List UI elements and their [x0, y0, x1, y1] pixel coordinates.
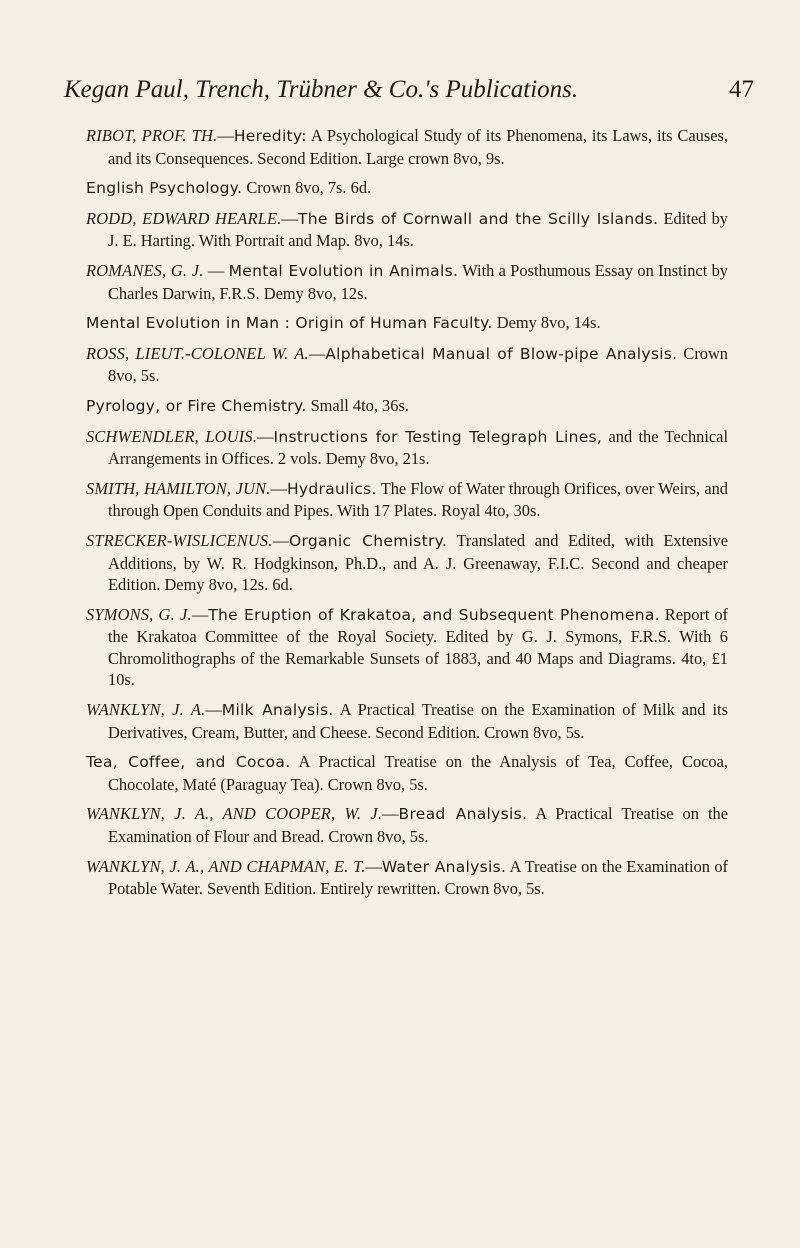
entry-text: A Practical Treatise on the Analysis of Tea, Coffee, Cocoa, Chocolate, Maté (Paraguay Tea). Crown 8vo, 5s.: [108, 752, 728, 794]
entry-separator: —: [281, 208, 298, 228]
catalogue-entry: [86, 604, 728, 691]
entry-separator: —: [217, 126, 234, 145]
entry-text: A Practical Treatise on the Examination of Flour and Bread. Crown 8vo, 5s.: [108, 804, 728, 847]
catalogue-entry: [86, 751, 728, 795]
entry-title: Instructions for Testing Telegraph Lines,: [273, 427, 603, 446]
entry-author: STRECKER-WISLICENUS.: [86, 530, 273, 550]
entry-author: WANKLYN, J. A.: [86, 700, 206, 720]
entry-title: Mental Evolution in Animals.: [228, 261, 459, 280]
entry-separator: —: [203, 260, 229, 280]
entry-title: Pyrology, or Fire Chemistry.: [86, 396, 307, 415]
entry-text: Small 4to, 36s.: [306, 395, 409, 415]
catalogue-entry: [86, 208, 728, 252]
page-number: 47: [729, 76, 754, 103]
entry-separator: —: [270, 478, 287, 498]
entry-text: Demy 8vo, 14s.: [492, 313, 601, 333]
entry-separator: —: [382, 804, 399, 824]
entry-text: Crown 8vo, 7s. 6d.: [242, 178, 372, 198]
catalogue-entry: [86, 177, 728, 200]
catalogue-entry: [86, 260, 728, 304]
catalogue-entry: [86, 530, 728, 596]
entry-title: The Birds of Cornwall and the Scilly Islands.: [297, 209, 659, 228]
entry-title: Heredity:: [233, 127, 307, 145]
catalogue-entry: [86, 125, 728, 169]
catalogue-entries: [86, 125, 728, 908]
entry-author: ROMANES, G. J.: [86, 260, 204, 280]
entry-title: English Psychology.: [86, 179, 243, 198]
entry-author: WANKLYN, J. A., AND CHAPMAN, E. T.: [86, 856, 366, 876]
entry-text: Edited by J. E. Harting. With Portrait and Map. 8vo, 14s.: [108, 208, 728, 251]
entry-title: Water Analysis.: [381, 857, 507, 876]
entry-title: Hydraulics.: [286, 479, 377, 498]
entry-text: A Practical Treatise on the Examination of Milk and its Derivatives, Cream, Butter, and Cheese. Second Edition. Crown 8vo, 5s.: [108, 700, 728, 742]
catalogue-entry: [86, 312, 728, 335]
catalogue-entry: [86, 343, 728, 387]
entry-author: SMITH, HAMILTON, JUN.: [86, 478, 271, 498]
entry-text: The Flow of Water through Orifices, over Weirs, and through Open Conduits and Pipes. With 17 Plates. Royal 4to, 30s.: [108, 478, 728, 521]
entry-author: SYMONS, G. J.: [86, 604, 192, 624]
entry-text: With a Posthumous Essay on Instinct by Charles Darwin, F.R.S. Demy 8vo, 12s.: [108, 260, 728, 303]
entry-author: ROSS, LIEUT.-COLONEL W. A.: [86, 343, 309, 363]
catalogue-entry: [86, 426, 728, 470]
entry-author: RODD, EDWARD HEARLE.: [86, 208, 282, 228]
entry-author: WANKLYN, J. A., AND COOPER, W. J.: [86, 804, 383, 824]
entry-author: SCHWENDLER, LOUIS.: [86, 426, 258, 446]
entry-title: Mental Evolution in Man : Origin of Human Faculty.: [86, 314, 493, 333]
entry-separator: —: [257, 426, 274, 446]
entry-separator: —: [272, 530, 289, 550]
running-head-title: Kegan Paul, Trench, Trübner & Co.'s Publications.: [64, 76, 579, 103]
entry-title: Alphabetical Manual of Blow-pipe Analysis.: [325, 344, 678, 363]
catalogue-entry: [86, 803, 728, 847]
entry-separator: —: [205, 700, 222, 720]
catalogue-entry: [86, 478, 728, 522]
entry-title: Organic Chemistry.: [288, 531, 448, 550]
entry-title: The Eruption of Krakatoa, and Subsequent Phenomena.: [208, 605, 660, 624]
entry-title: Milk Analysis.: [221, 701, 334, 720]
catalogue-entry: [86, 395, 728, 418]
catalogue-entry: [86, 856, 728, 900]
running-head: [64, 76, 754, 104]
entry-separator: —: [365, 856, 382, 876]
entry-title: Tea, Coffee, and Cocoa.: [86, 753, 291, 772]
entry-title: Bread Analysis.: [398, 805, 528, 824]
catalogue-entry: [86, 699, 728, 743]
entry-text: A Psychological Study of its Phenomena, its Laws, its Causes, and its Consequences. Second Edition. Large crown 8vo, 9s.: [108, 126, 728, 168]
entry-text: and the Technical Arrangements in Offices. 2 vols. Demy 8vo, 21s.: [108, 426, 728, 469]
entry-text: Report of the Krakatoa Committee of the Royal Society. Edited by G. J. Symons, F.R.S. With 6 Chromolithographs of the Remarkable Sunsets of 1883, and 40 Maps and Diagrams. 4to, £1 10s.: [108, 604, 728, 690]
entry-author: RIBOT, PROF. TH.: [86, 126, 218, 145]
entry-text: A Treatise on the Examination of Potable Water. Seventh Edition. Entirely rewritten. Crown 8vo, 5s.: [108, 856, 728, 899]
entry-text: Crown 8vo, 5s.: [108, 343, 728, 386]
entry-text: Translated and Edited, with Extensive Additions, by W. R. Hodgkinson, Ph.D., and A. J. Greenaway, F.I.C. Second and cheaper Edition. Demy 8vo, 12s. 6d.: [108, 530, 728, 595]
entry-separator: —: [191, 604, 209, 624]
entry-separator: —: [308, 343, 326, 363]
